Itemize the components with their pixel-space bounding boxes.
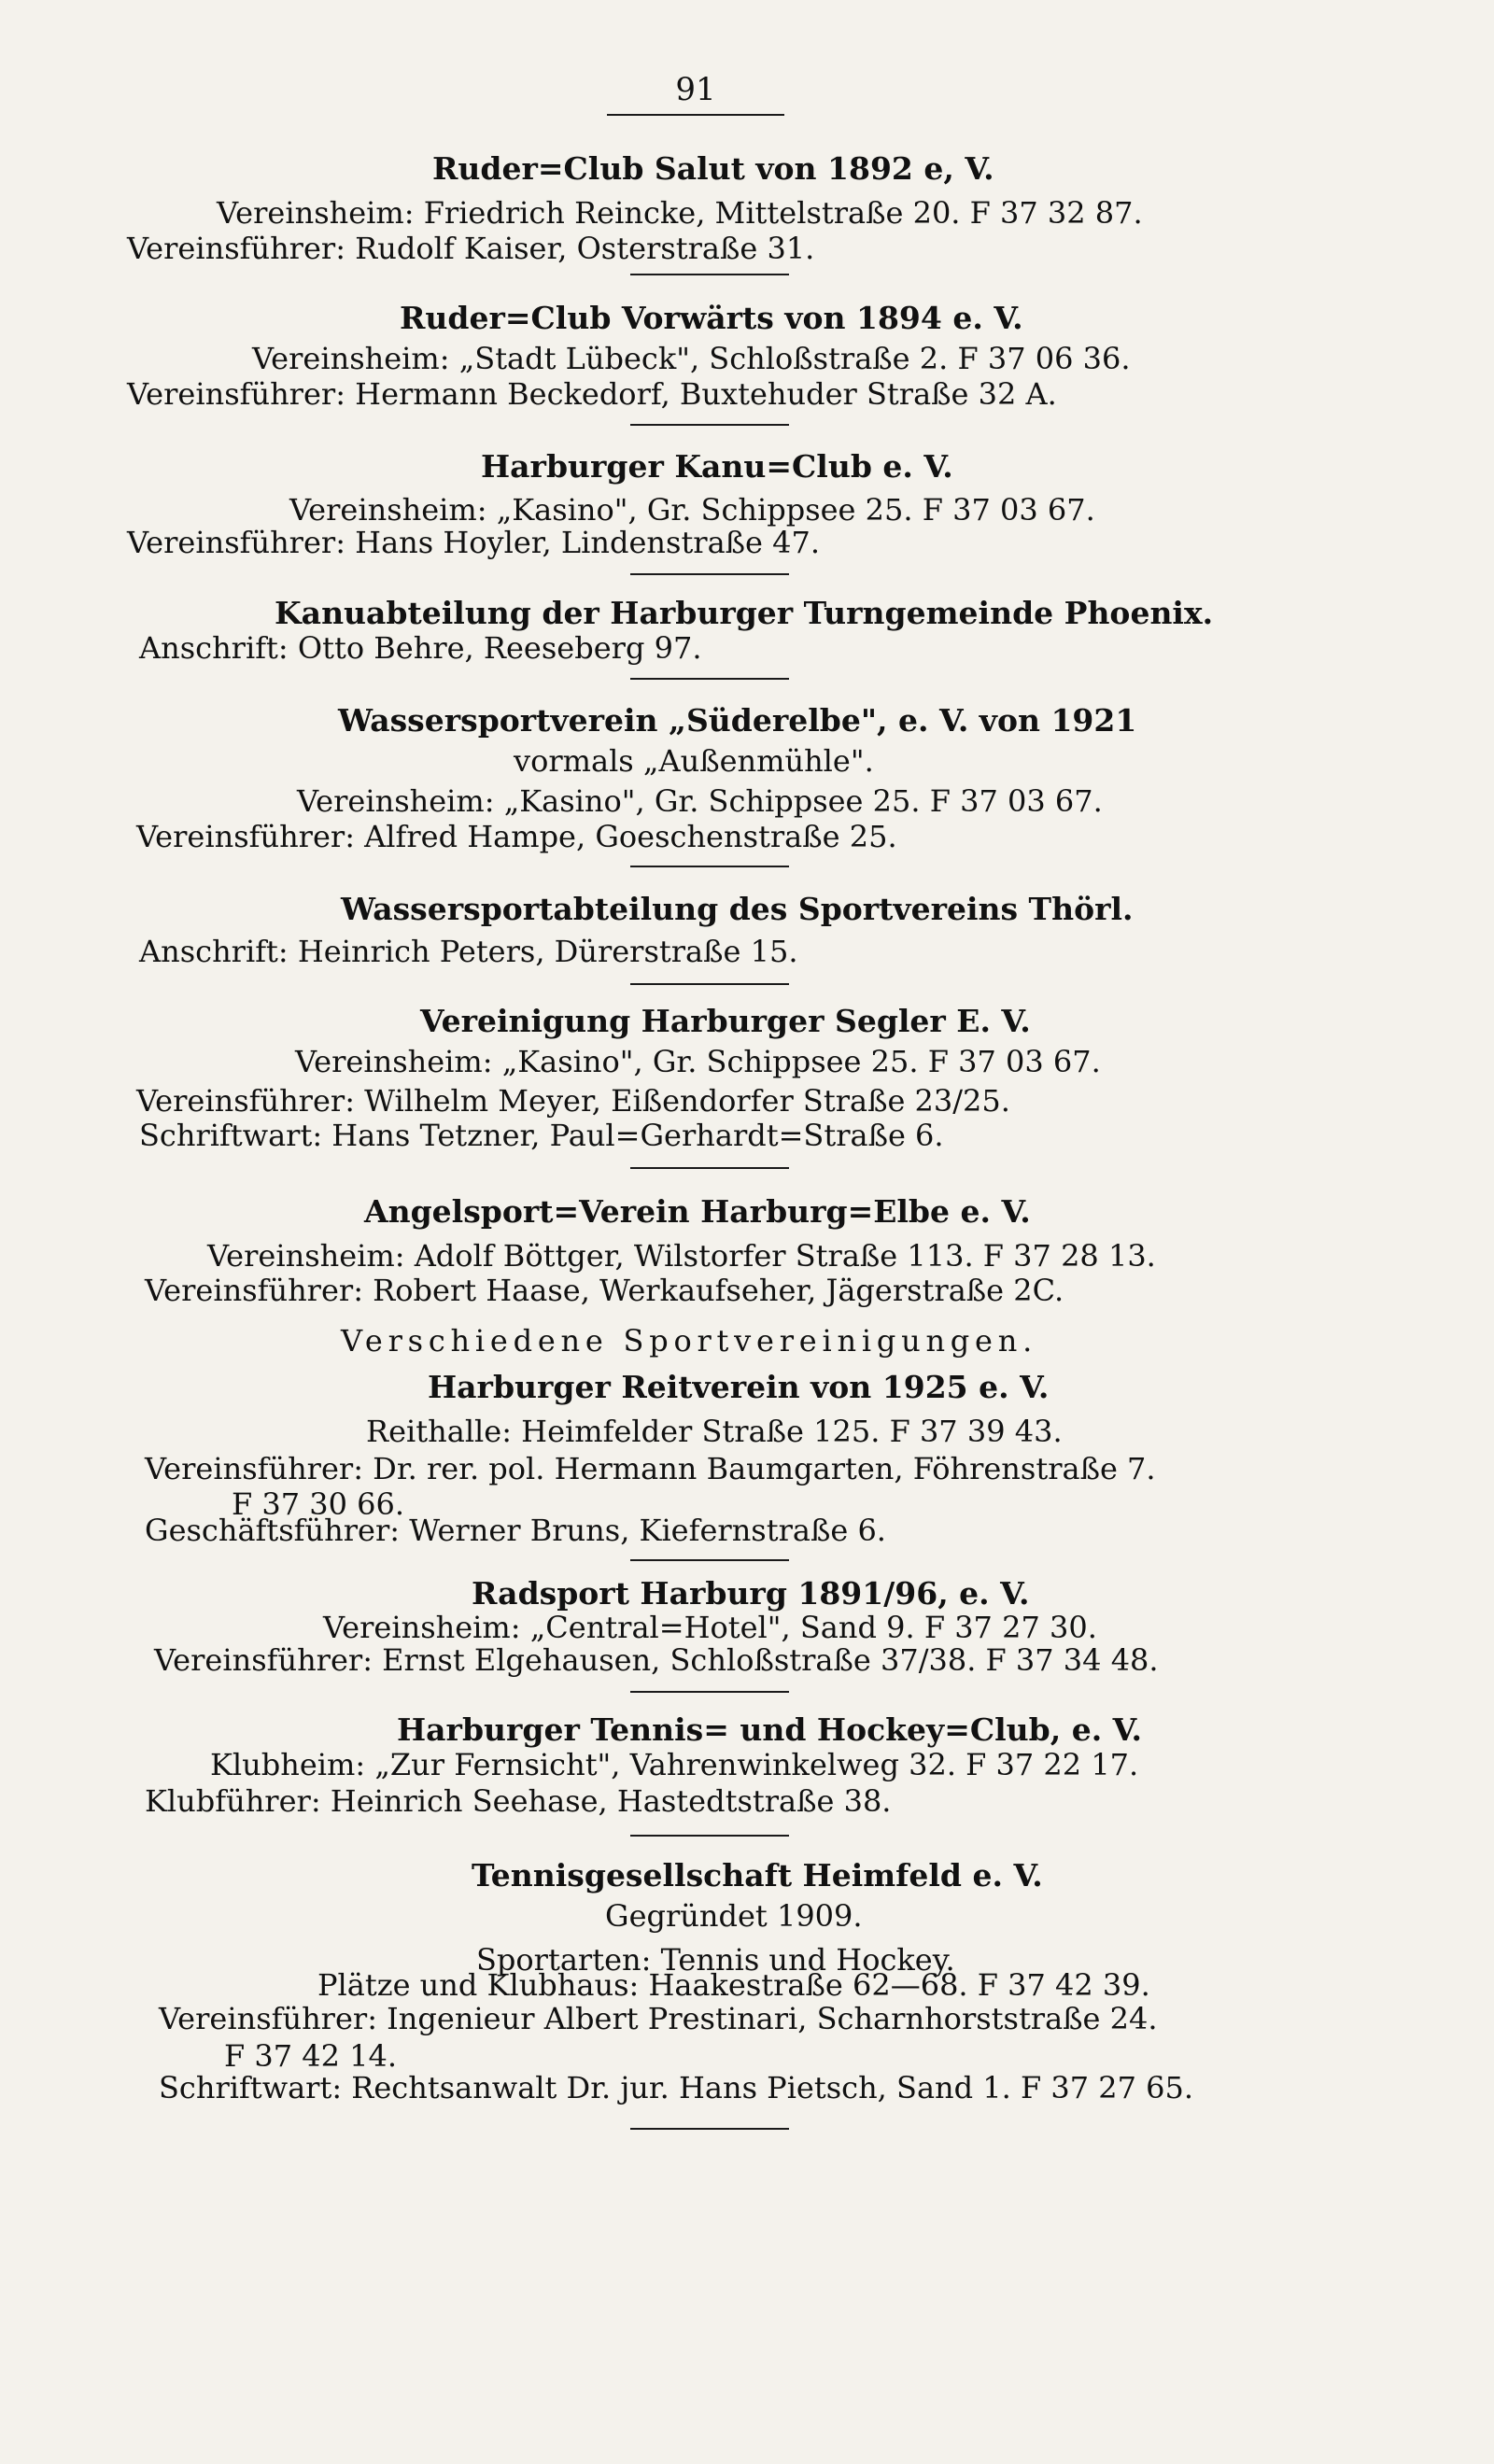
entry-title: Harburger Tennis= und Hockey=Club, e. V. bbox=[397, 1711, 1143, 1748]
entry-line: Gegründet 1909. bbox=[605, 1898, 863, 1934]
entry-line: F 37 30 66. bbox=[232, 1486, 405, 1522]
entry-line: Vereinsführer: Rudolf Kaiser, Osterstraße 31. bbox=[127, 231, 815, 266]
entry-line: Reithalle: Heimfelder Straße 125. F 37 39 43. bbox=[366, 1414, 1063, 1449]
divider bbox=[630, 1835, 789, 1837]
entry-line: Sportarten: Tennis und Hockey. bbox=[476, 1942, 955, 1978]
entry-line: Vereinsheim: Adolf Böttger, Wilstorfer Straße 113. F 37 28 13. bbox=[207, 1238, 1156, 1274]
entry-line: Klubheim: „Zur Fernsicht", Vahrenwinkelweg 32. F 37 22 17. bbox=[210, 1747, 1139, 1782]
entry-line: vormals „Außenmühle". bbox=[514, 743, 874, 779]
entry-line: Vereinsführer: Dr. rer. pol. Hermann Baumgarten, Föhrenstraße 7. bbox=[145, 1451, 1156, 1486]
entry-line: Schriftwart: Hans Tetzner, Paul=Gerhardt=Straße 6. bbox=[139, 1118, 944, 1153]
divider bbox=[630, 1559, 789, 1561]
entry-line: Vereinsheim: „Central=Hotel", Sand 9. F 37 27 30. bbox=[323, 1610, 1097, 1645]
divider bbox=[630, 573, 789, 575]
entry-title: Ruder=Club Vorwärts von 1894 e. V. bbox=[400, 300, 1023, 336]
entry-line: Plätze und Klubhaus: Haakestraße 62—68. F 37 42 39. bbox=[317, 1967, 1150, 2003]
entry-title: Harburger Kanu=Club e. V. bbox=[481, 448, 953, 485]
page-number: 91 bbox=[675, 71, 716, 108]
entry-line: Vereinsführer: Hans Hoyler, Lindenstraße 47. bbox=[127, 525, 821, 560]
entry-line: Vereinsführer: Wilhelm Meyer, Eißendorfer Straße 23/25. bbox=[136, 1083, 1010, 1119]
entry-line: Vereinsheim: Friedrich Reincke, Mittelstraße 20. F 37 32 87. bbox=[217, 195, 1143, 231]
entry-line: Anschrift: Heinrich Peters, Dürerstraße 15. bbox=[139, 934, 798, 969]
entry-line: Vereinsführer: Ingenieur Albert Prestinari, Scharnhorststraße 24. bbox=[159, 2001, 1158, 2036]
divider bbox=[630, 866, 789, 867]
divider bbox=[630, 1691, 789, 1693]
divider bbox=[630, 983, 789, 985]
divider bbox=[630, 2128, 789, 2130]
entry-line: Vereinsheim: „Kasino", Gr. Schippsee 25. F 37 03 67. bbox=[295, 1044, 1101, 1079]
divider bbox=[630, 424, 789, 426]
header-rule bbox=[607, 114, 784, 116]
entry-line: Vereinsführer: Robert Haase, Werkaufseher, Jägerstraße 2C. bbox=[145, 1273, 1064, 1308]
entry-line: Vereinsheim: „Kasino", Gr. Schippsee 25. F 37 03 67. bbox=[297, 783, 1103, 819]
entry-title: Vereinigung Harburger Segler E. V. bbox=[420, 1003, 1031, 1039]
entry-line: Vereinsführer: Hermann Beckedorf, Buxtehuder Straße 32 A. bbox=[127, 376, 1057, 412]
entry-title: Ruder=Club Salut von 1892 e, V. bbox=[432, 150, 994, 187]
entry-line: Geschäftsführer: Werner Bruns, Kiefernstraße 6. bbox=[145, 1513, 886, 1548]
entry-line: F 37 42 14. bbox=[224, 2038, 398, 2074]
divider bbox=[630, 1167, 789, 1169]
entry-title: Radsport Harburg 1891/96, e. V. bbox=[472, 1575, 1030, 1612]
entry-line: Anschrift: Otto Behre, Reeseberg 97. bbox=[139, 630, 702, 666]
entry-line: Vereinsführer: Ernst Elgehausen, Schloßstraße 37/38. F 37 34 48. bbox=[154, 1642, 1159, 1678]
entry-title: Angelsport=Verein Harburg=Elbe e. V. bbox=[364, 1193, 1031, 1230]
entry-line: Vereinsführer: Alfred Hampe, Goeschenstraße 25. bbox=[136, 819, 897, 854]
entry-line: Schriftwart: Rechtsanwalt Dr. jur. Hans Pietsch, Sand 1. F 37 27 65. bbox=[159, 2070, 1194, 2105]
entry-line: Vereinsheim: „Kasino", Gr. Schippsee 25. F 37 03 67. bbox=[289, 492, 1095, 528]
entry-line: Klubführer: Heinrich Seehase, Hastedtstraße 38. bbox=[145, 1783, 892, 1819]
entry-title: Wassersportabteilung des Sportvereins Thörl. bbox=[341, 891, 1134, 927]
entry-line: Vereinsheim: „Stadt Lübeck", Schloßstraße 2. F 37 06 36. bbox=[252, 341, 1131, 376]
divider bbox=[630, 678, 789, 680]
entry-title: Kanuabteilung der Harburger Turngemeinde Phoenix. bbox=[275, 595, 1214, 631]
section-heading: Verschiedene Sportvereinigungen. bbox=[341, 1323, 1038, 1359]
entry-title: Harburger Reitverein von 1925 e. V. bbox=[428, 1369, 1050, 1405]
entry-title: Tennisgesellschaft Heimfeld e. V. bbox=[472, 1857, 1043, 1894]
entry-title: Wassersportverein „Süderelbe", e. V. von 1921 bbox=[338, 702, 1137, 739]
divider bbox=[630, 274, 789, 275]
